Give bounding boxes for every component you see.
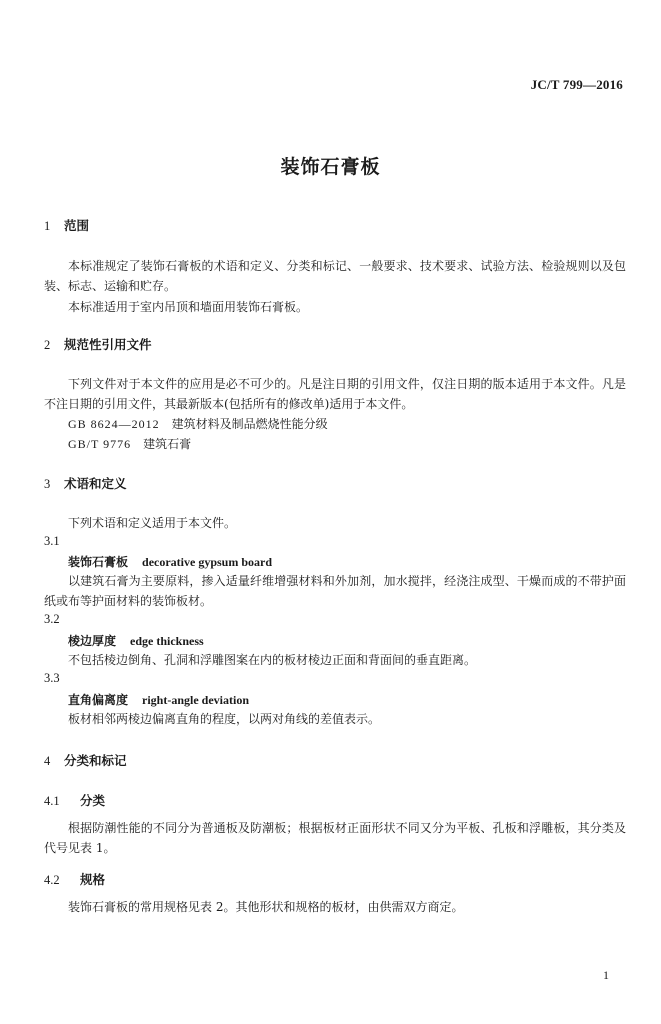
section-2-heading [44, 335, 152, 353]
section-2-paragraph-1: 下列文件对于本文件的应用是必不可少的。凡是注日期的引用文件，仅注日期的版本适用于本文件。凡是不注日期的引用文件，其最新版本(包括所有的修改单)适用于本文件。 [44, 377, 626, 411]
section-3-intro: 下列术语和定义适用于本文件。 [68, 516, 237, 530]
page-title: 装饰石膏板 [280, 156, 381, 178]
subsection-number: 4.1 [44, 794, 60, 808]
subsection-4-1-paragraph: 根据防潮性能的不同分为普通板及防潮板；根据板材正面形状不同又分为平板、孔板和浮雕板，其分类及代号见表 1。 [44, 821, 626, 855]
term-chinese: 棱边厚度 [68, 634, 117, 648]
section-title: 术语和定义 [64, 476, 127, 491]
subsection-title: 规格 [80, 872, 106, 887]
section-3-heading [44, 474, 127, 492]
subsection-4-2-paragraph: 装饰石膏板的常用规格见表 2。其他形状和规格的板材，由供需双方商定。 [68, 900, 464, 914]
term-chinese: 装饰石膏板 [68, 555, 129, 569]
section-number: 1 [44, 219, 51, 233]
subsection-title: 分类 [80, 793, 106, 808]
subsection-4-1-heading [44, 791, 105, 809]
term-number: 3.3 [44, 671, 60, 685]
section-title: 范围 [64, 218, 90, 233]
document-code: JC/T 799—2016 [530, 77, 623, 92]
section-4-heading [44, 751, 127, 769]
section-number: 3 [44, 477, 51, 491]
page-number: 1 [603, 968, 609, 982]
term-english: edge thickness [130, 634, 204, 648]
section-1-heading [44, 216, 89, 234]
reference-code: GB 8624—2012 [68, 417, 160, 431]
section-number: 2 [44, 338, 51, 352]
term-definition: 板材相邻两棱边偏离直角的程度，以两对角线的差值表示。 [68, 712, 381, 726]
section-1-paragraph-1: 本标准规定了装饰石膏板的术语和定义、分类和标记、一般要求、技术要求、试验方法、检验规则以及包装、标志、运输和贮存。 [44, 259, 626, 293]
term-definition: 以建筑石膏为主要原料，掺入适量纤维增强材料和外加剂，加水搅拌，经浇注成型、干燥而成的不带护面纸或布等护面材料的装饰板材。 [44, 574, 626, 608]
term-chinese: 直角偏离度 [68, 693, 129, 707]
term-heading [68, 553, 272, 570]
term-heading [68, 691, 249, 708]
section-1-paragraph-2: 本标准适用于室内吊顶和墙面用装饰石膏板。 [68, 300, 309, 314]
section-title: 规范性引用文件 [64, 337, 152, 352]
term-definition: 不包括棱边倒角、孔洞和浮雕图案在内的板材棱边正面和背面间的垂直距离。 [68, 653, 477, 667]
subsection-4-2-heading [44, 870, 105, 888]
reference-code: GB/T 9776 [68, 437, 132, 451]
normative-reference [68, 434, 191, 454]
section-title: 分类和标记 [64, 753, 127, 768]
section-number: 4 [44, 754, 51, 768]
reference-title: 建筑材料及制品燃烧性能分级 [171, 417, 328, 431]
term-english: right-angle deviation [142, 693, 250, 707]
subsection-number: 4.2 [44, 873, 60, 887]
term-english: decorative gypsum board [142, 555, 273, 569]
term-number: 3.1 [44, 534, 60, 548]
normative-reference [68, 414, 328, 434]
reference-title: 建筑石膏 [143, 437, 192, 451]
term-heading [68, 632, 204, 649]
term-number: 3.2 [44, 612, 60, 626]
